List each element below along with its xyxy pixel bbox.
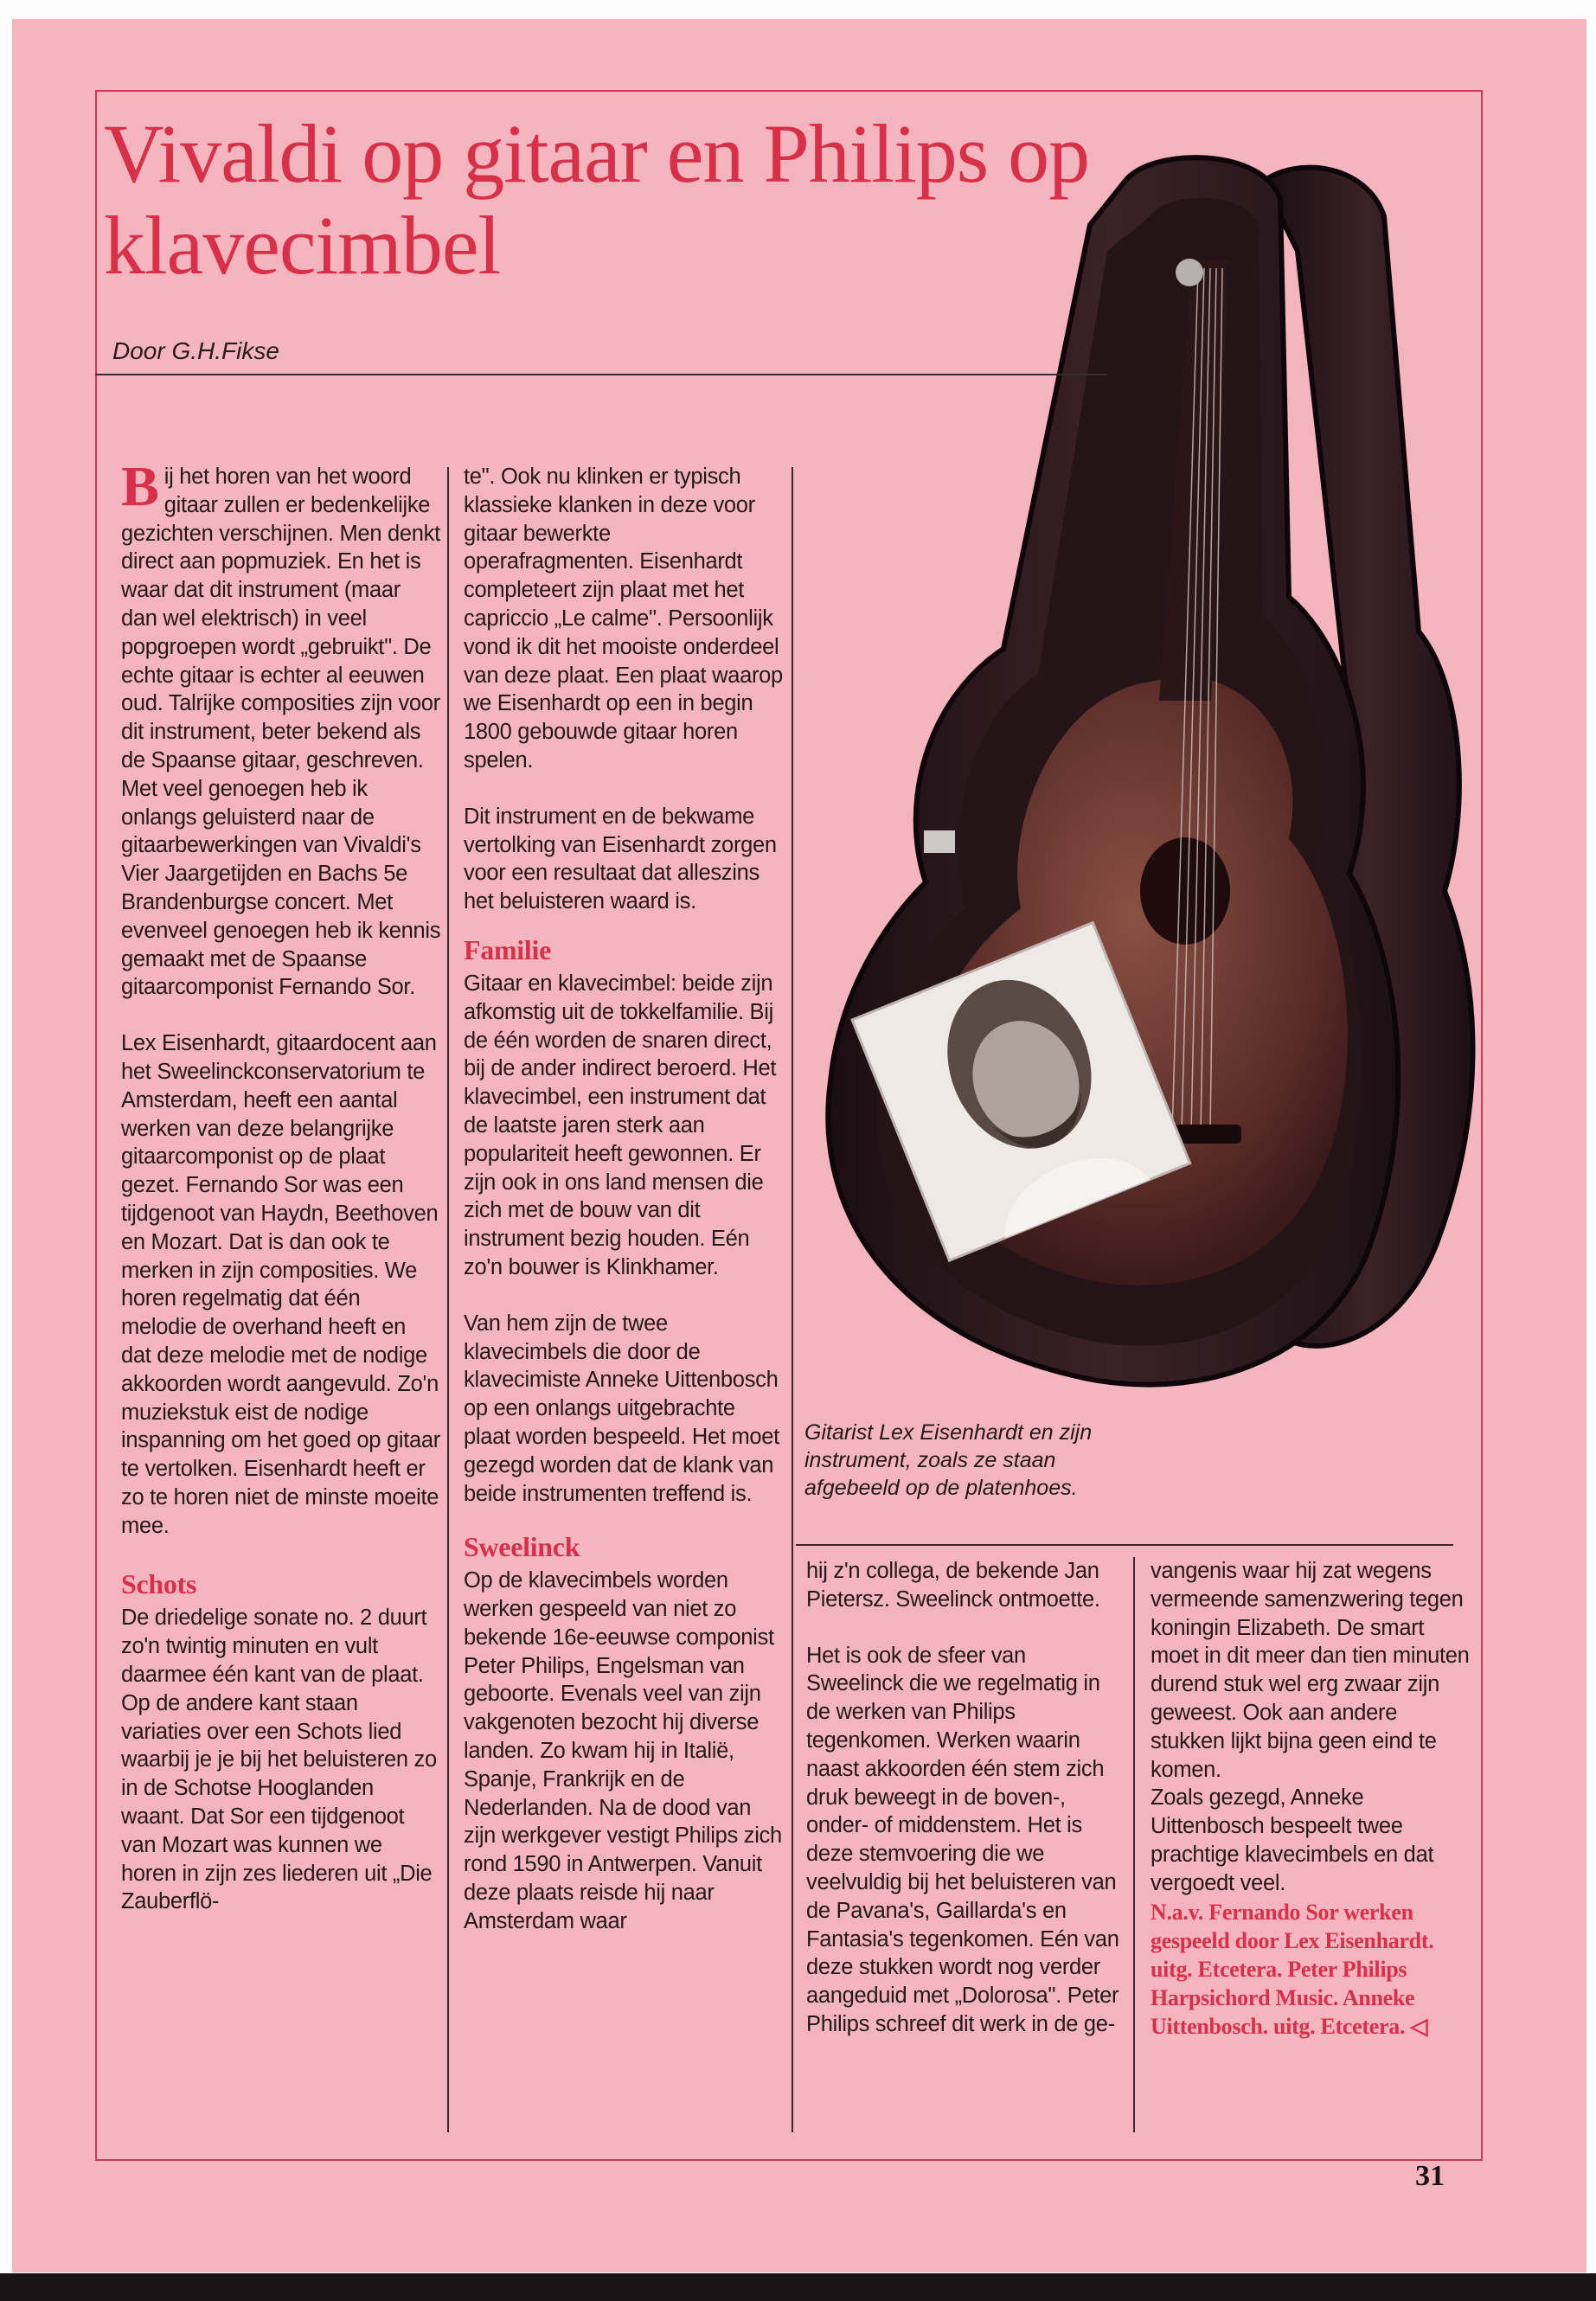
paragraph: Het is ook de sfeer van Sweelinck die we regelmatig in de werken van Philips tegenkomen. Werken waarin naast akkoorden één stem zich druk beweegt in de boven-, onder- of middenstem. Het is deze stemvoering die we veelvuldig bij het beluisteren van de Pavana's, Gaillarda's en Fantasia's tegenkomen. Eén van deze stukken wordt nog verder aangeduid met „Dolorosa". Peter Philips schreef dit werk in de ge- [806,1643,1119,2036]
paragraph: vangenis waar hij zat wegens vermeende samenzwering tegen koningin Elizabeth. De smart moet in dit meer dan tien minuten durend stuk wel erg zwaar zijn geweest. Ook aan andere stukken lijkt bijna geen eind te komen. [1151,1559,1470,1782]
paragraph: Lex Eisenhardt, gitaardocent aan het Sweelinckconservatorium te Amsterdam, heeft een aantal werken van deze belangrijke gitaarcomponist op de plaat gezet. Fernando Sor was een tijdgenoot van Haydn, Beethoven en Mozart. Dat is dan ook te merken in zijn composities. We horen regelmatig dat één melodie de overhand heeft en dat deze melodie met de nodige akkoorden wordt aangevuld. Zo'n muziekstuk eist de nodige inspanning om het goed op gitaar te vertolken. Eisenhardt heeft er zo te horen niet de minste moeite mee. [121,1031,440,1538]
caption-rule [796,1544,1453,1546]
column-4 [1151,1557,1471,2068]
subheading-schots: Schots [121,1568,197,1600]
paragraph: Van hem zijn de twee klavecimbels die door de klavecimiste Anneke Uittenbosch op een onlangs uitgebrachte plaat worden bespeeld. Het moet gezegd worden dat de klank van beide instrumenten treffend is. [464,1311,779,1506]
case-latch [924,830,955,853]
article-title: Vivaldi op gitaar en Philips op klavecimbel [104,107,1090,292]
credits-text: N.a.v. Fernando Sor werken gespeeld door Lex Eisenhardt. uitg. Etcetera. Peter Philips Harpsichord Music. Anneke Uittenbosch. uitg. Etcetera. [1151,1899,1434,2039]
column-divider [792,467,793,2132]
guitar-case-photo [779,147,1514,1471]
paragraph: hij z'n collega, de bekende Jan Pietersz. Sweelinck ontmoette. [806,1559,1100,1612]
paragraph: Op de klavecimbels worden werken gespeeld van niet zo bekende 16e-eeuwse componist Peter Philips, Engelsman van geboorte. Evenals veel van zijn vakgenoten bezocht hij diverse landen. Zo kwam hij in Italië, Spanje, Frankrijk en de Nederlanden. Na de dood van zijn werkgever vestigt Philips zich rond 1590 in Antwerpen. Vanuit deze plaats reisde hij naar Amsterdam waar [464,1568,782,1933]
subheading-familie: Familie [464,933,551,965]
end-mark-icon: ◁ [1410,2013,1428,2039]
sound-hole [1140,837,1230,945]
paragraph: ij het horen van het woord gitaar zullen er bedenkelijke gezichten verschijnen. Men denkt direct aan popmuziek. En het is waar dat dit instrument (maar dan wel elektrisch) in veel popgroepen wordt „gebruikt". De echte gitaar is echter al eeuwen oud. Talrijke composities zijn voor dit instrument, beter bekend als de Spaanse gitaar, geschreven. Met veel genoegen heb ik onlangs geluisterd naar de gitaarbewerkingen van Vivaldi's Vier Jaargetijden en Bachs 5e Brandenburgse concert. Met evenveel genoegen heb ik kennis gemaakt met de Spaanse gitaarcomponist Fernando Sor. [121,465,441,1000]
byline: Door G.H.Fikse [112,337,279,364]
paragraph: Zoals gezegd, Anneke Uittenbosch bespeelt twee prachtige klavecimbels en dat vergoedt veel. [1151,1785,1434,1895]
byline-rule [95,374,1107,375]
page-number: 31 [1415,2160,1445,2192]
column-3 [806,1557,1126,2039]
paragraph: Dit instrument en de bekwame vertolking van Eisenhardt zorgen voor een resultaat dat alleszins het beluisteren waard is. [464,804,777,914]
paragraph: Gitaar en klavecimbel: beide zijn afkomstig uit de tokkelfamilie. Bij de één worden de snaren direct, bij de ander indirect beroerd. Het klavecimbel, een instrument dat de laatste jaren sterk aan populariteit heeft gewonnen. Er zijn ook in ons land mensen die zich met de bouw van dit instrument bezig houden. Eén zo'n bouwer is Klinkhamer. [464,971,777,1279]
scan-edge [0,2273,1596,2301]
dropcap: B [121,455,159,518]
paragraph: De driedelige sonate no. 2 duurt zo'n twintig minuten en vult daarmee één kant van de plaat. Op de andere kant staan variaties over een Schots lied waarbij je je bij het beluisteren zo in de Schotse Hooglanden waant. Dat Sor een tijdgenoot van Mozart was kunnen we horen in zijn zes liederen uit „Die Zauberflö- [121,1606,437,1914]
column-divider [1133,1557,1135,2132]
column-2 [464,463,784,1936]
record-credits [1151,1898,1471,2041]
column-divider [447,467,449,2132]
column-1 [121,455,441,1916]
paragraph: te". Ook nu klinken er typisch klassieke klanken in deze voor gitaar bewerkte operafragmenten. Eisenhardt completeert zijn plaat met het capriccio „Le calme". Persoonlijk vond ik dit het mooiste onderdeel van deze plaat. Een plaat waarop we Eisenhardt op een in begin 1800 gebouwde gitaar horen spelen. [464,465,783,772]
photo-caption: Gitarist Lex Eisenhardt en zijn instrument, zoals ze staan afgebeeld op de platenhoes. [804,1420,1093,1500]
subheading-sweelinck: Sweelinck [464,1531,580,1563]
